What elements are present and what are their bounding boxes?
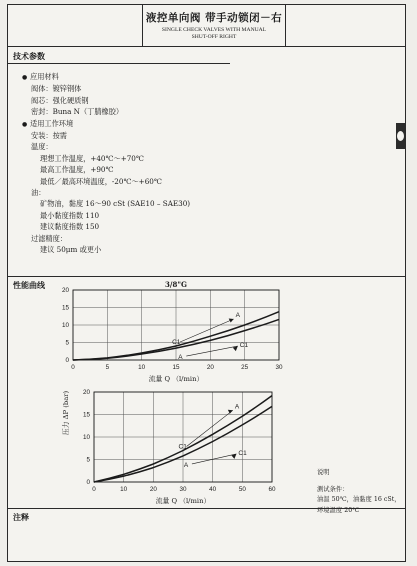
footer-divider: [8, 508, 405, 509]
y-tick-label: 15: [61, 304, 69, 312]
y-tick-label: 5: [65, 339, 69, 347]
annotation-label: C1: [238, 449, 247, 457]
page-title: 液控单向阀 带手动锁闭－右: [145, 12, 283, 24]
annotation-label: A: [178, 354, 183, 362]
spec-text: 过滤精度：: [31, 233, 67, 243]
annotation-label: C1: [178, 443, 187, 451]
x-tick-label: 10: [120, 486, 128, 493]
y-tick-label: 0: [65, 357, 69, 364]
spec-text: 建议黏度指数 150: [40, 222, 100, 232]
x-tick-label: 20: [206, 364, 214, 371]
bullet-icon: ●: [22, 120, 28, 128]
spec-text: 应用材料: [30, 72, 59, 81]
note-heading: 说明: [317, 469, 330, 476]
flow-arrow-line: [187, 410, 233, 446]
spec-text: 理想工作温度，+40℃～+70℃: [40, 153, 144, 163]
spec-text: 适用工作环境: [30, 118, 74, 128]
x-tick-label: 0: [71, 364, 75, 371]
y-tick-label: 10: [82, 434, 90, 441]
datasheet-page: [7, 4, 406, 562]
spec-text: 阀芯：强化硬质钢: [31, 95, 89, 105]
spec-text: 阀体：镀锌钢体: [31, 84, 82, 94]
spec-text: 建议 50μm 或更小: [40, 245, 102, 255]
y-tick-label: 20: [82, 389, 90, 396]
x-tick-label: 25: [241, 364, 249, 371]
spec-text: 温度：: [31, 142, 53, 152]
spec-text: 最小黏度指数 110: [40, 210, 100, 220]
x-tick-label: 60: [268, 486, 276, 493]
y-tick-label: 15: [82, 411, 90, 419]
spec-text: 油：: [31, 188, 46, 198]
spec-text: 密封：Buna N（丁腈橡胶）: [31, 107, 124, 117]
x-tick-label: 15: [172, 364, 180, 371]
x-tick-label: 30: [275, 364, 283, 371]
annotation-label: A: [234, 403, 240, 411]
spec-text: 安装：按需: [31, 131, 67, 141]
footer-heading: 注释: [13, 512, 29, 522]
spec-text: 最低／最高环境温度，-20℃～+60℃: [40, 176, 162, 186]
annotation-label: C1: [172, 339, 181, 346]
performance-charts: [8, 5, 407, 505]
x-axis-label: 流量 Q （l/min）: [148, 375, 204, 383]
annotation-label: A: [183, 461, 189, 469]
note-line-1: 测试条件：: [317, 485, 349, 493]
annotation-label: A: [235, 312, 241, 319]
x-tick-label: 5: [105, 364, 110, 371]
subtitle-line-2: SHUT-OFF RIGHT: [191, 34, 237, 40]
performance-heading: 性能曲线: [13, 280, 45, 290]
bullet-icon: ●: [22, 74, 28, 81]
annotation-label: C1: [239, 342, 249, 350]
flow-arrow-line: [186, 346, 238, 356]
x-tick-label: 40: [209, 486, 217, 493]
subtitle-line-1: SINGLE CHECK VALVES WITH MANUAL: [161, 27, 267, 33]
y-tick-label: 5: [86, 456, 90, 464]
x-tick-label: 50: [238, 486, 246, 493]
y-tick-label: 10: [61, 322, 69, 329]
spec-text: 矿物油，黏度 16～90 cSt (SAE10 – SAE30): [40, 199, 191, 209]
x-tick-label: 0: [92, 486, 96, 493]
tech-params-heading: 技术参数: [13, 51, 45, 61]
arrow-head-icon: [228, 410, 233, 414]
spec-text: 最高工作温度，+90℃: [40, 165, 114, 175]
flow-arrow-line: [180, 319, 234, 342]
y-tick-label: 20: [61, 287, 69, 294]
y-tick-label: 0: [86, 479, 90, 486]
y-axis-label: 压力 ΔP (bar): [62, 390, 70, 436]
note-line-2: 油温 50℃，油黏度 16 cSt，: [317, 496, 401, 503]
side-index-tab: [396, 123, 405, 149]
x-tick-label: 20: [149, 486, 157, 493]
x-axis-label: 流量 Q （l/min）: [155, 497, 211, 505]
note-line-3: 环境温度 20℃: [317, 506, 360, 514]
x-tick-label: 10: [138, 364, 146, 371]
chart-title: 3/8"G: [165, 280, 187, 289]
x-tick-label: 30: [179, 486, 187, 493]
flow-arrow-line: [192, 454, 237, 464]
